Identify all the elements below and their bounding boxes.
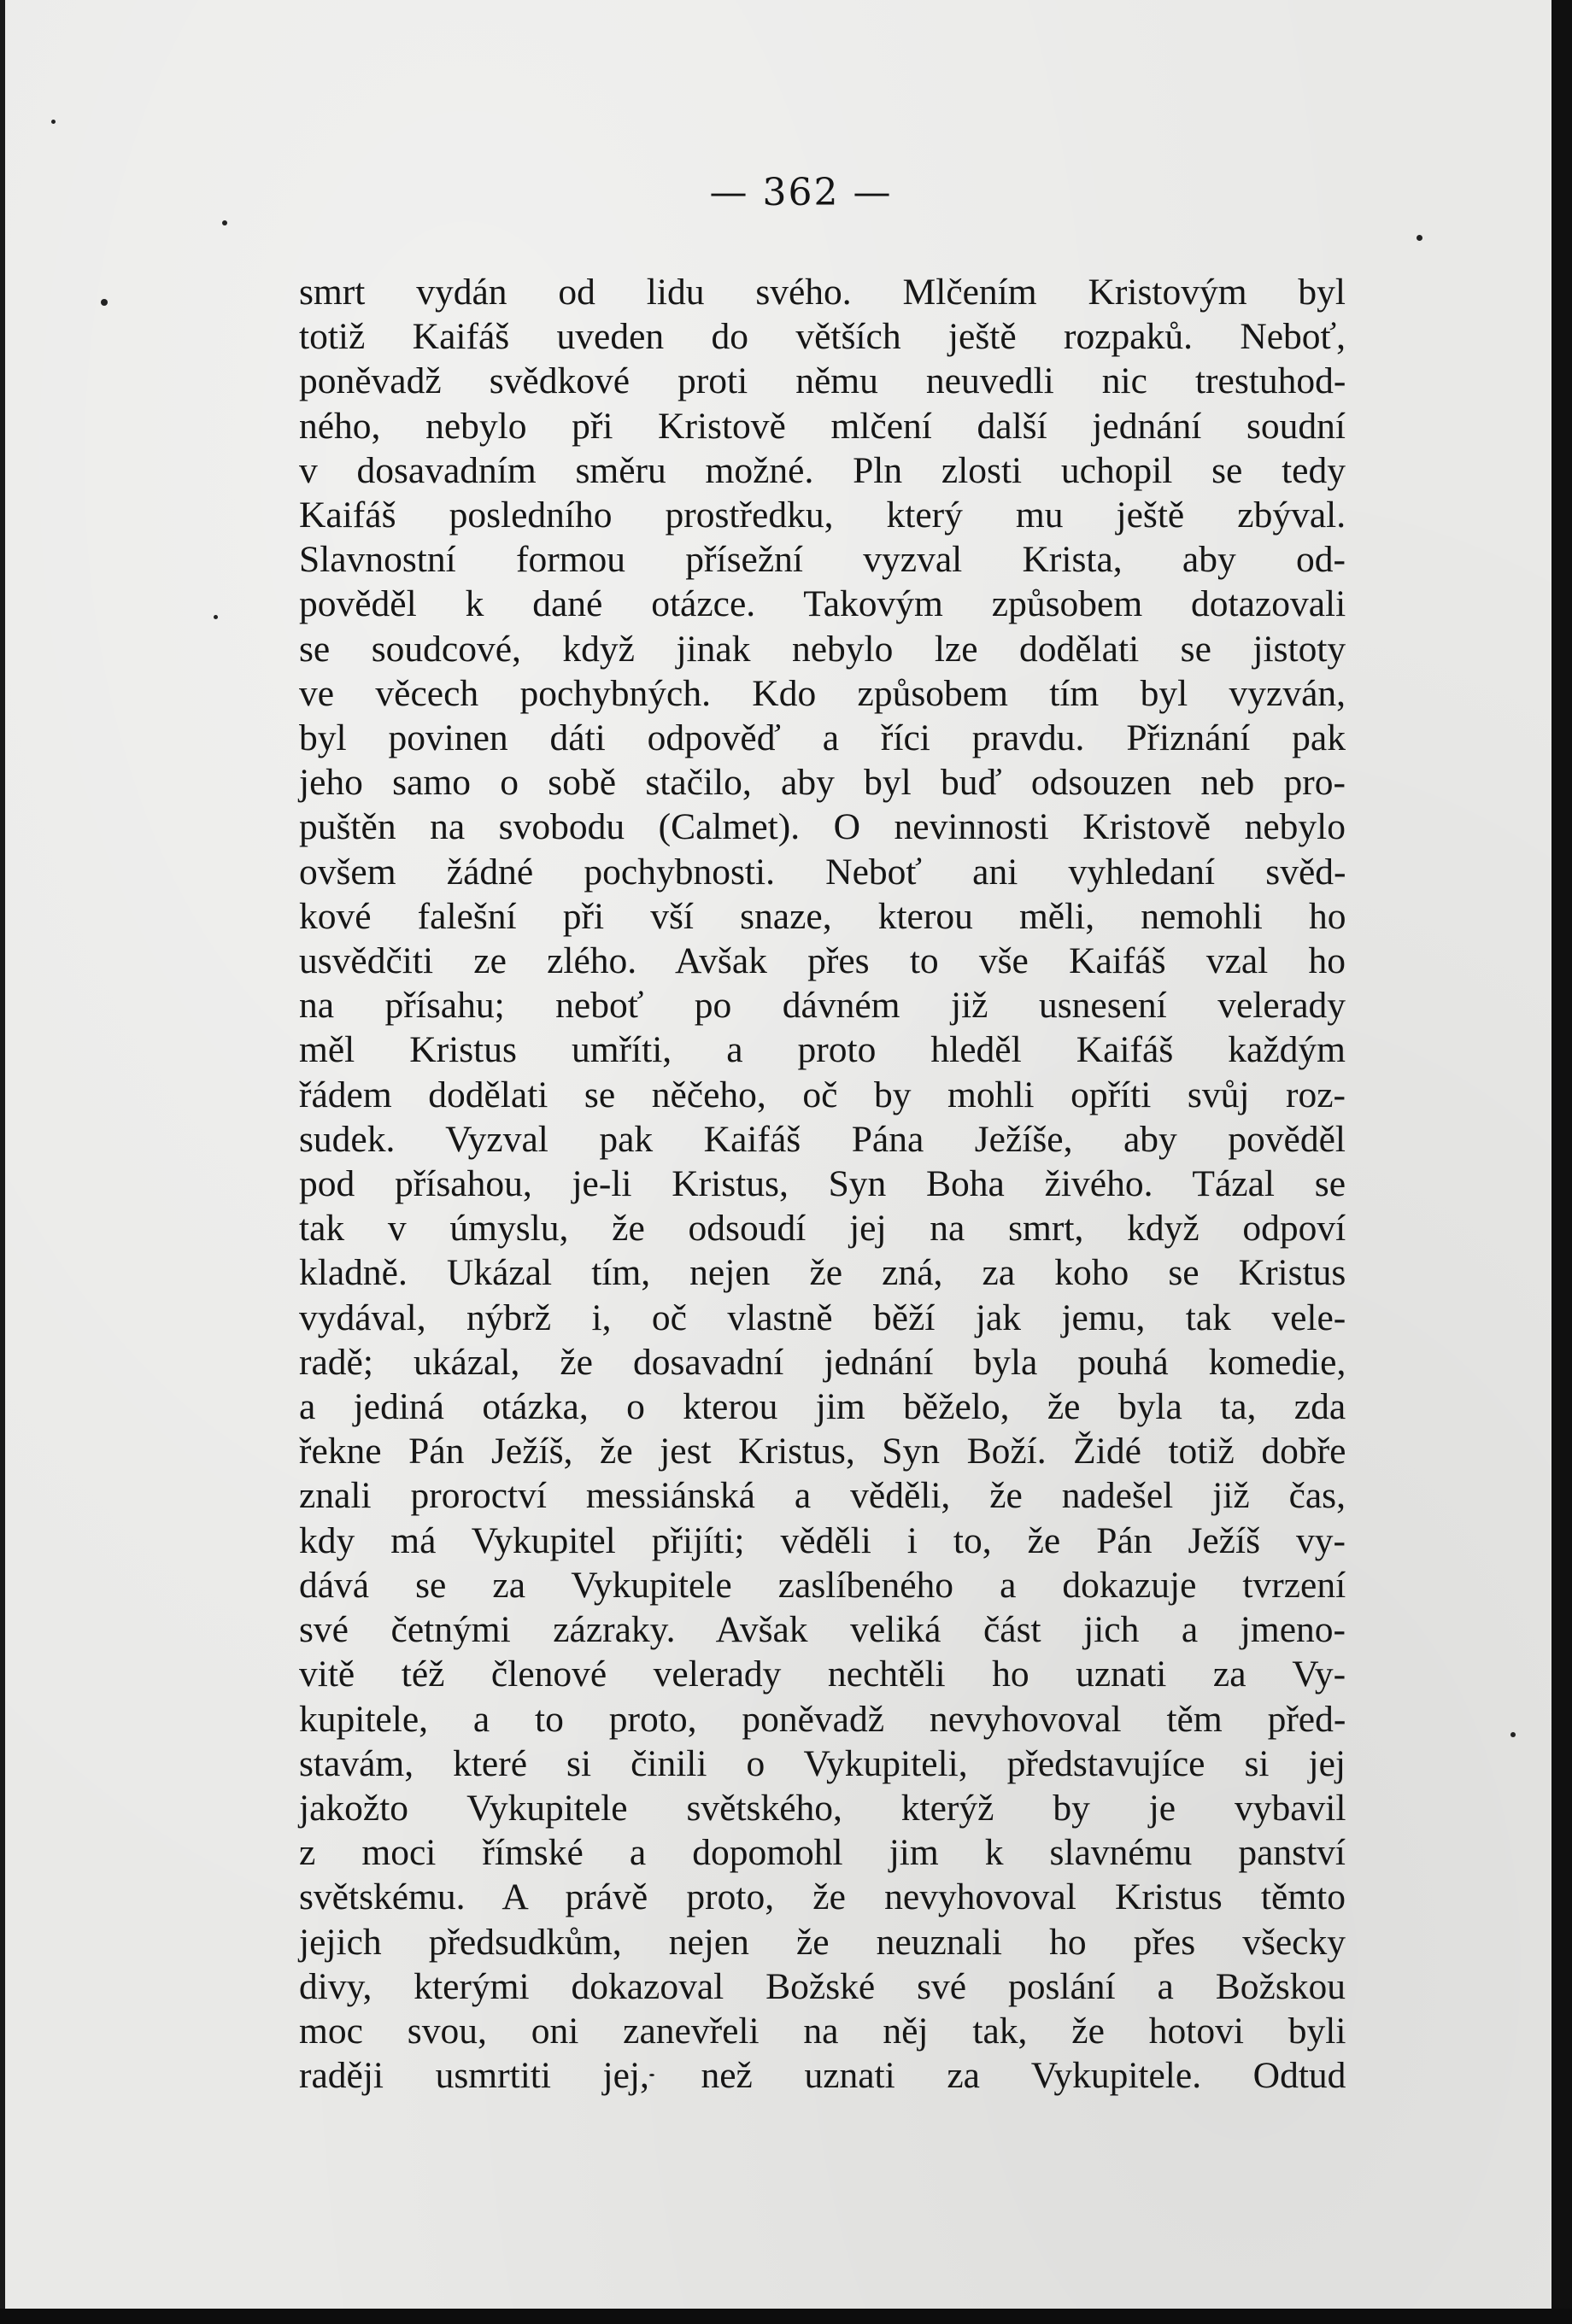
scan-speck: [222, 220, 227, 225]
text-line: smrt vydán od lidu svého. Mlčením Kristovým byl: [299, 272, 1346, 313]
text-line: totiž Kaifáš uveden do větších ještě rozpaků. Neboť,: [299, 316, 1346, 358]
text-line: vydával, nýbrž i, oč vlastně běží jak jemu, tak vele-: [299, 1297, 1346, 1338]
text-line: stavám, které si činili o Vykupiteli, představujíce si jej: [299, 1742, 1346, 1784]
text-line: Kaifáš posledního prostředku, který mu ještě zbýval.: [299, 495, 1346, 536]
text-line: řádem dodělati se něčeho, oč by mohli opříti svůj roz-: [299, 1074, 1346, 1115]
scan-left-edge: [0, 0, 5, 2324]
text-line: měl Kristus umříti, a proto hleděl Kaifáš každým: [299, 1029, 1346, 1071]
scan-speck: [214, 615, 218, 619]
text-line: pod přísahou, je-li Kristus, Syn Boha živého. Tázal se: [299, 1163, 1346, 1205]
text-line: světskému. A právě proto, že nevyhovoval Kristus těmto: [299, 1876, 1346, 1918]
text-line: ného, nebylo při Kristově mlčení další jednání soudní: [299, 405, 1346, 447]
page-number: — 362 —: [709, 171, 893, 214]
text-line: na přísahu; neboť po dávném již usnesení velerady: [299, 985, 1346, 1027]
text-line: sudek. Vyzval pak Kaifáš Pána Ježíše, aby pověděl: [299, 1118, 1346, 1160]
scan-bottom-edge: [0, 2309, 1572, 2324]
text-line: tak v úmyslu, že odsoudí jej na smrt, když odpoví: [299, 1208, 1346, 1250]
text-line: ovšem žádné pochybnosti. Neboť ani vyhledaní svěd-: [299, 851, 1346, 893]
scan-speck: [51, 120, 56, 124]
scan-speck: [101, 299, 108, 306]
text-line: divy, kterými dokazoval Božské své poslání a Božskou: [299, 1965, 1346, 2007]
text-line: Slavnostní formou přísežní vyzval Krista, aby od-: [299, 539, 1346, 581]
text-line: moc svou, oni zanevřeli na něj tak, že hotovi byli: [299, 2010, 1346, 2052]
page-body-text: [299, 270, 1346, 2098]
text-line: jakožto Vykupitele světského, kterýž by je vybavil: [299, 1787, 1346, 1829]
text-line: pověděl k dané otázce. Takovým způsobem dotazovali: [299, 583, 1346, 625]
text-line: řekne Pán Ježíš, že jest Kristus, Syn Boží. Židé totiž dobře: [299, 1431, 1346, 1472]
scan-speck: [1510, 1732, 1516, 1737]
text-line: vitě též členové velerady nechtěli ho uznati za Vy-: [299, 1654, 1346, 1695]
scan-speck: [1417, 235, 1422, 241]
text-line: puštěn na svobodu (Calmet). O nevinnosti Kristově nebylo: [299, 806, 1346, 848]
text-line: poněvadž svědkové proti němu neuvedli nic trestuhod-: [299, 360, 1346, 402]
text-line: ve věcech pochybných. Kdo způsobem tím byl vyzván,: [299, 672, 1346, 714]
text-line: znali proroctví messiánská a věděli, že nadešel již čas,: [299, 1475, 1346, 1517]
text-line: kdy má Vykupitel přijíti; věděli i to, že Pán Ježíš vy-: [299, 1519, 1346, 1561]
text-line: kladně. Ukázal tím, nejen že zná, za koho se Kristus: [299, 1252, 1346, 1294]
text-line: jeho samo o sobě stačilo, aby byl buď odsouzen neb pro-: [299, 762, 1346, 804]
text-line: jejich předsudkům, nejen že neuznali ho přes všecky: [299, 1921, 1346, 1963]
text-line: kupitele, a to proto, poněvadž nevyhovoval těm před-: [299, 1698, 1346, 1740]
text-line: usvědčiti ze zlého. Avšak přes to vše Kaifáš vzal ho: [299, 940, 1346, 982]
text-line: raději usmrtiti jej, než uznati za Vykupitele. Odtud: [299, 2055, 1346, 2097]
text-line: byl povinen dáti odpověď a říci pravdu. Přiznání pak: [299, 717, 1346, 759]
text-line: kové falešní při vší snaze, kterou měli, nemohli ho: [299, 895, 1346, 937]
text-line: dává se za Vykupitele zaslíbeného a dokazuje tvrzení: [299, 1564, 1346, 1606]
text-line: z moci římské a dopomohl jim k slavnému panství: [299, 1832, 1346, 1874]
text-line: se soudcové, když jinak nebylo lze dodělati se jistoty: [299, 628, 1346, 670]
scan-right-edge: [1551, 0, 1572, 2324]
text-line: v dosavadním směru možné. Pln zlosti uchopil se tedy: [299, 449, 1346, 491]
text-line: a jediná otázka, o kterou jim běželo, že byla ta, zda: [299, 1386, 1346, 1428]
text-line: své četnými zázraky. Avšak veliká část jich a jmeno-: [299, 1609, 1346, 1651]
text-line: radě; ukázal, že dosavadní jednání byla pouhá komedie,: [299, 1341, 1346, 1383]
